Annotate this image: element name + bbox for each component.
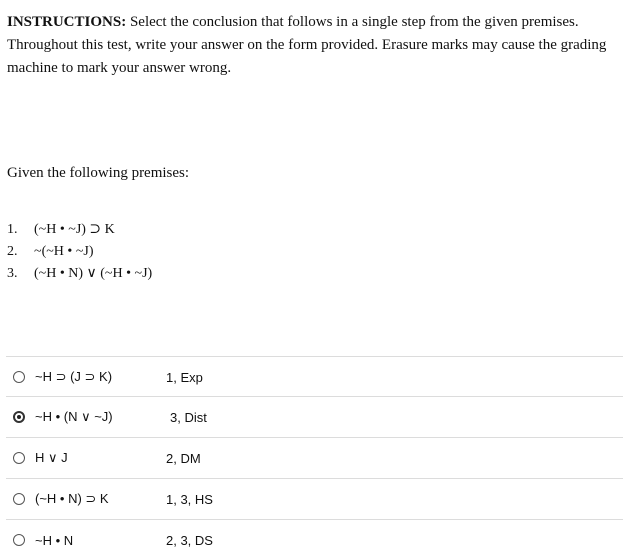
premise-item	[7, 219, 152, 241]
option-formula: (~H • N) ⊃ K	[35, 491, 109, 506]
premise-formula: ~(~H • ~J)	[34, 244, 94, 259]
instructions-text: Select the conclusion that follows in a single step from the given premises. Throughout this test, write your answer on the form provided. Erasure marks may cause the grading machine to mark your answer wrong.	[7, 14, 607, 76]
radio-button[interactable]	[13, 493, 25, 505]
answer-options	[6, 355, 623, 560]
answer-option[interactable]	[6, 396, 623, 437]
answer-option[interactable]	[6, 478, 623, 519]
premises-list	[7, 219, 152, 285]
premise-number: 3.	[7, 266, 18, 281]
premise-item	[7, 241, 152, 263]
option-formula: ~H • (N ∨ ~J)	[35, 409, 113, 424]
instructions-paragraph	[7, 11, 607, 80]
answer-option[interactable]	[6, 356, 623, 397]
option-formula: H ∨ J	[35, 450, 68, 465]
radio-button-selected[interactable]	[13, 411, 25, 423]
premise-item	[7, 263, 152, 285]
instructions-lead: INSTRUCTIONS:	[7, 14, 127, 30]
premise-formula: (~H • ~J) ⊃ K	[34, 222, 115, 237]
option-formula: ~H ⊃ (J ⊃ K)	[35, 369, 113, 384]
answer-option[interactable]	[6, 519, 623, 560]
premise-formula: (~H • N) ∨ (~H • ~J)	[34, 266, 153, 281]
option-justification: 2, DM	[166, 450, 201, 466]
premise-number: 1.	[7, 222, 18, 237]
radio-button[interactable]	[13, 534, 25, 546]
radio-button[interactable]	[13, 452, 25, 464]
radio-button[interactable]	[13, 371, 25, 383]
given-premises-label: Given the following premises:	[7, 165, 190, 181]
premise-number: 2.	[7, 244, 18, 259]
option-justification: 3, Dist	[170, 409, 207, 425]
option-formula: ~H • N	[35, 532, 74, 548]
option-justification: 1, Exp	[166, 369, 203, 385]
answer-option[interactable]	[6, 437, 623, 478]
option-justification: 1, 3, HS	[166, 491, 213, 507]
option-justification: 2, 3, DS	[166, 532, 213, 548]
